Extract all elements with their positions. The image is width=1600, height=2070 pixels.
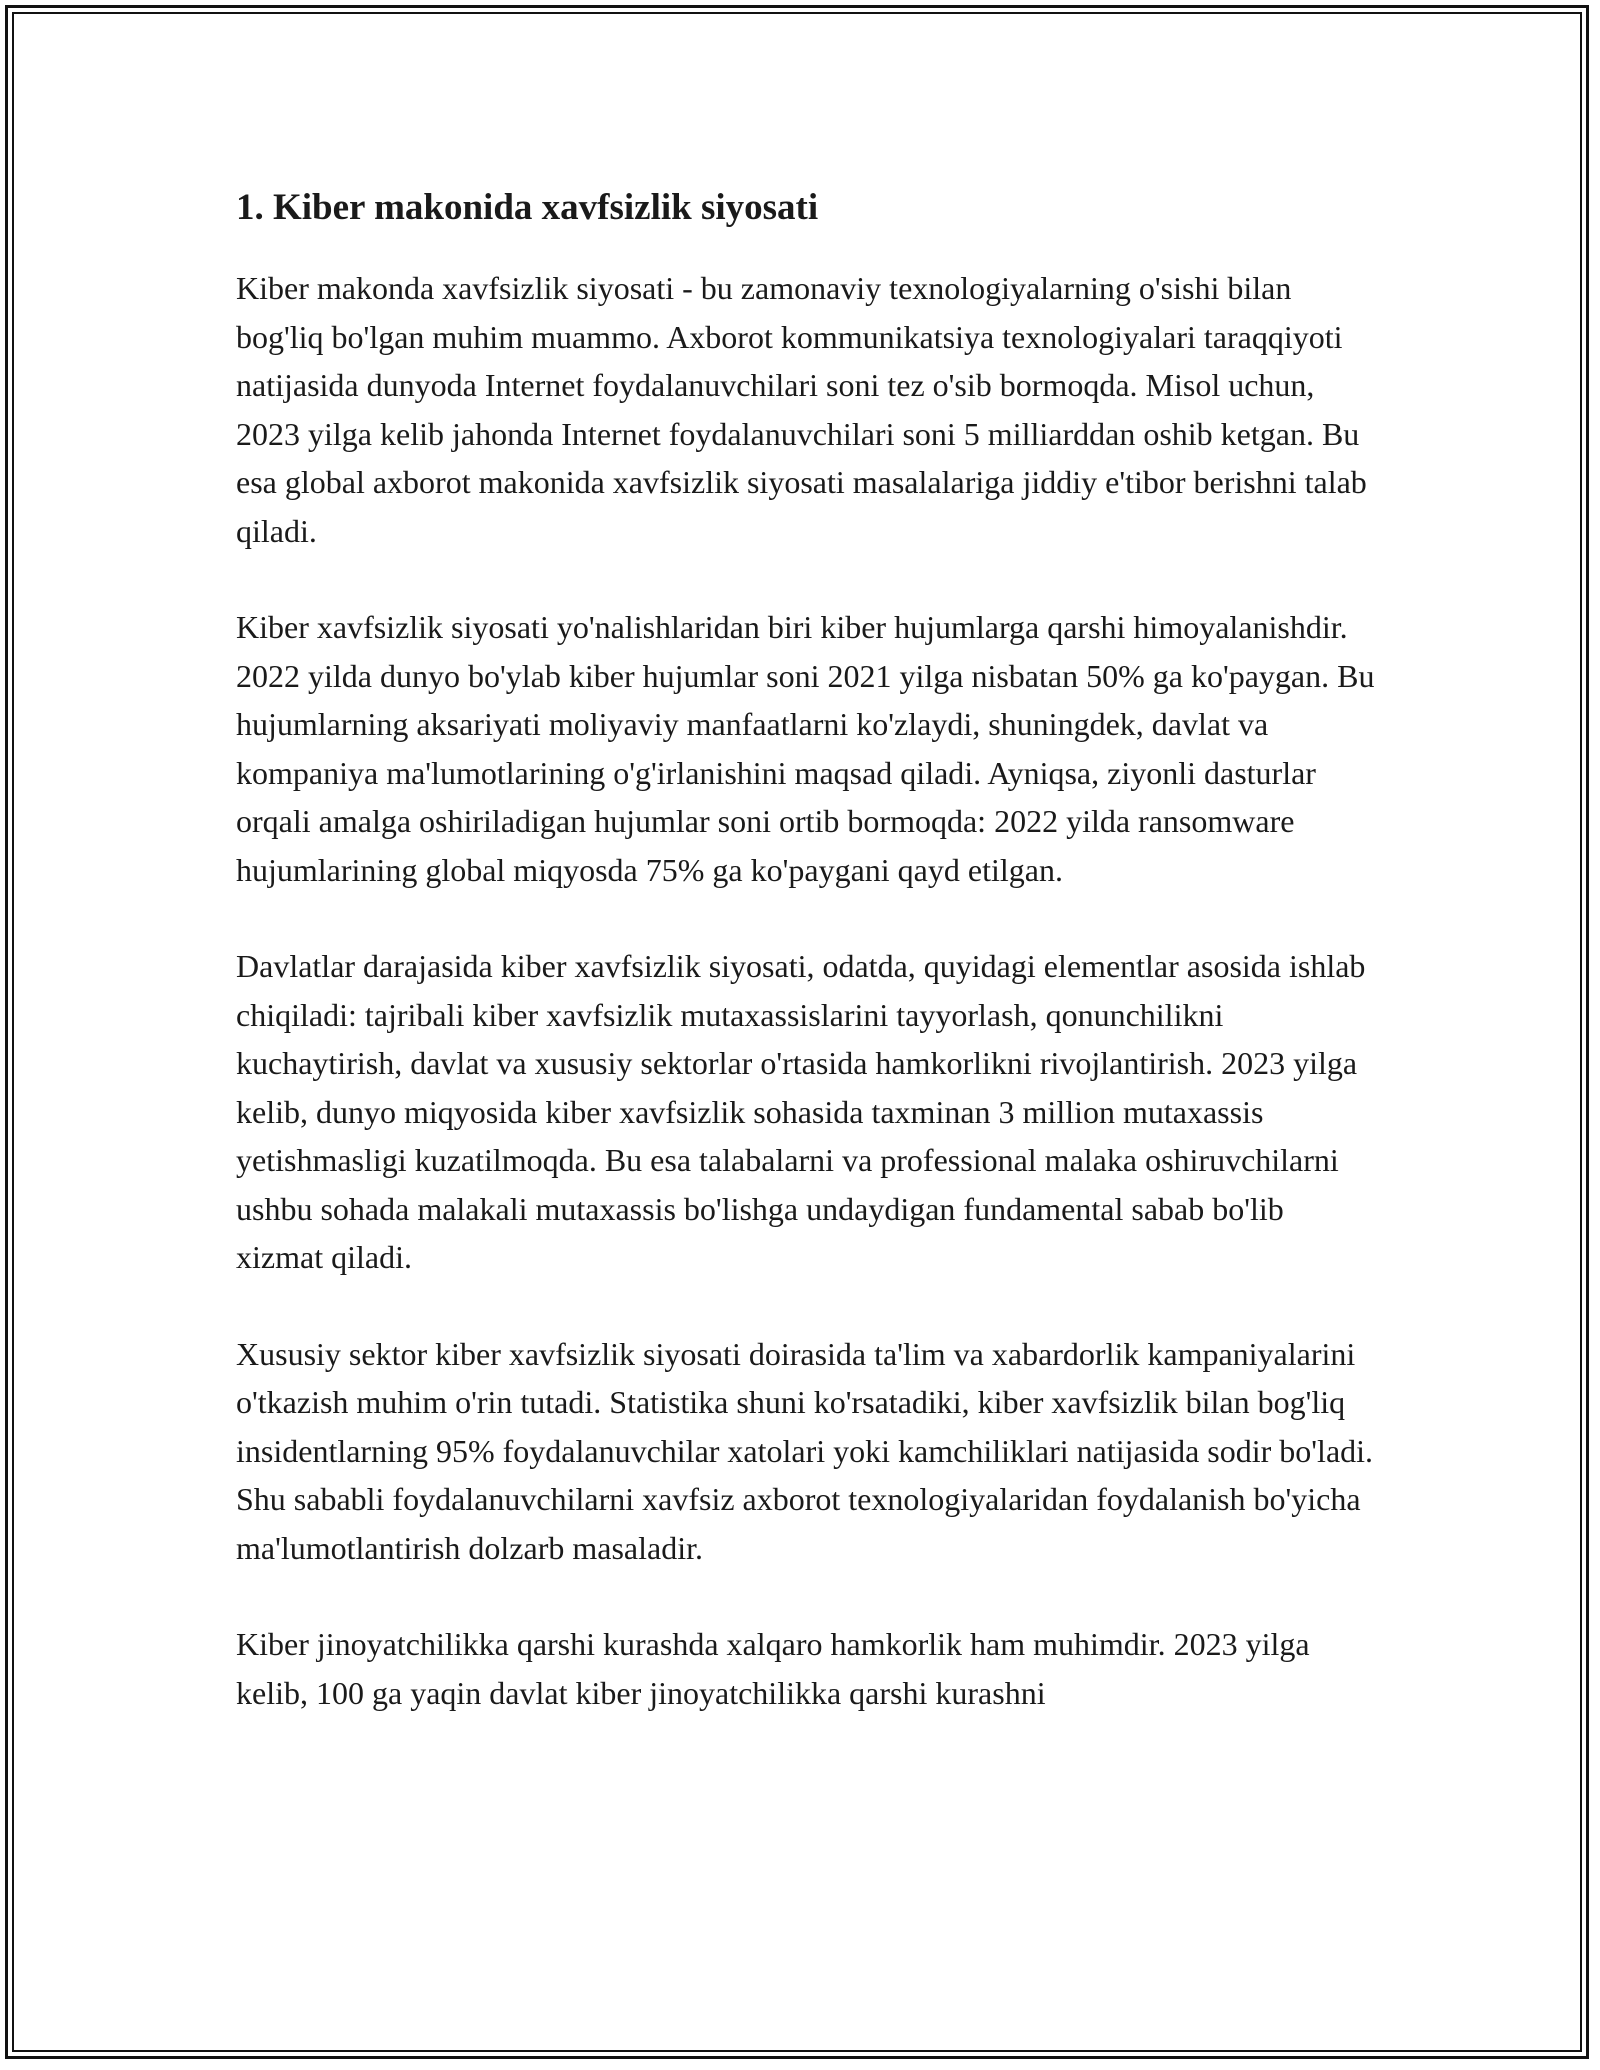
paragraph-2: Kiber xavfsizlik siyosati yo'nalishlaridan biri kiber hujumlarga qarshi himoyalanishdir. 2022 yilda dunyo bo'ylab kiber hujumlar soni 2021 yilga nisbatan 50% ga ko'paygan. Bu hujumlarning aksariyati moliyaviy manfaatlarni ko'zlaydi, shuningdek, davlat va kompaniya ma'lumotlarining o'g'irlanishini maqsad qiladi. Ayniqsa, ziyonli dasturlar orqali amalga oshiriladigan hujumlar soni ortib bormoqda: 2022 yilda ransomware hujumlarining global miqyosda 75% ga ko'paygani qayd etilgan. [236, 609, 1375, 888]
section-title: 1. Kiber makonida xavfsizlik siyosati [236, 187, 819, 228]
paragraph-4: Xususiy sektor kiber xavfsizlik siyosati doirasida ta'lim va xabardorlik kampaniyalarini o'tkazish muhim o'rin tutadi. Statistika shuni ko'rsatadiki, kiber xavfsizlik bilan bog'liq insidentlarning 95% foydalanuvchilar xatolari yoki kamchiliklari natijasida sodir bo'ladi. Shu sababli foydalanuvchilarni xavfsiz axborot texnologiyalaridan foydalanish bo'yicha ma'lumotlantirish dolzarb masaladir. [236, 1335, 1374, 1566]
paragraph-5: Kiber jinoyatchilikka qarshi kurashda xalqaro hamkorlik ham muhimdir. 2023 yilga kelib, 100 ga yaqin davlat kiber jinoyatchilikka qarshi kurashni [236, 1626, 1310, 1711]
paragraph-3: Davlatlar darajasida kiber xavfsizlik siyosati, odatda, quyidagi elementlar asosida ishlab chiqiladi: tajribali kiber xavfsizlik mutaxassislarini tayyorlash, qonunchilikni kuchaytirish, davlat va xususiy sektorlar o'rtasida hamkorlikni rivojlantirish. 2023 yilga kelib, dunyo miqyosida kiber xavfsizlik sohasida taxminan 3 million mutaxassis yetishmasligi kuzatilmoqda. Bu esa talabalarni va professional malaka oshiruvchilarni ushbu sohada malakali mutaxassis bo'lishga undaydigan fundamental sabab bo'lib xizmat qiladi. [236, 948, 1366, 1275]
document-body [236, 184, 1376, 1765]
paragraph-1: Kiber makonda xavfsizlik siyosati - bu zamonaviy texnologiyalarning o'sishi bilan bog'liq bo'lgan muhim muammo. Axborot kommunikatsiya texnologiyalari taraqqiyoti natijasida dunyoda Internet foydalanuvchilari soni tez o'sib bormoqda. Misol uchun, 2023 yilga kelib jahonda Internet foydalanuvchilari soni 5 milliarddan oshib ketgan. Bu esa global axborot makonida xavfsizlik siyosati masalalariga jiddiy e'tibor berishni talab qiladi. [236, 270, 1367, 549]
